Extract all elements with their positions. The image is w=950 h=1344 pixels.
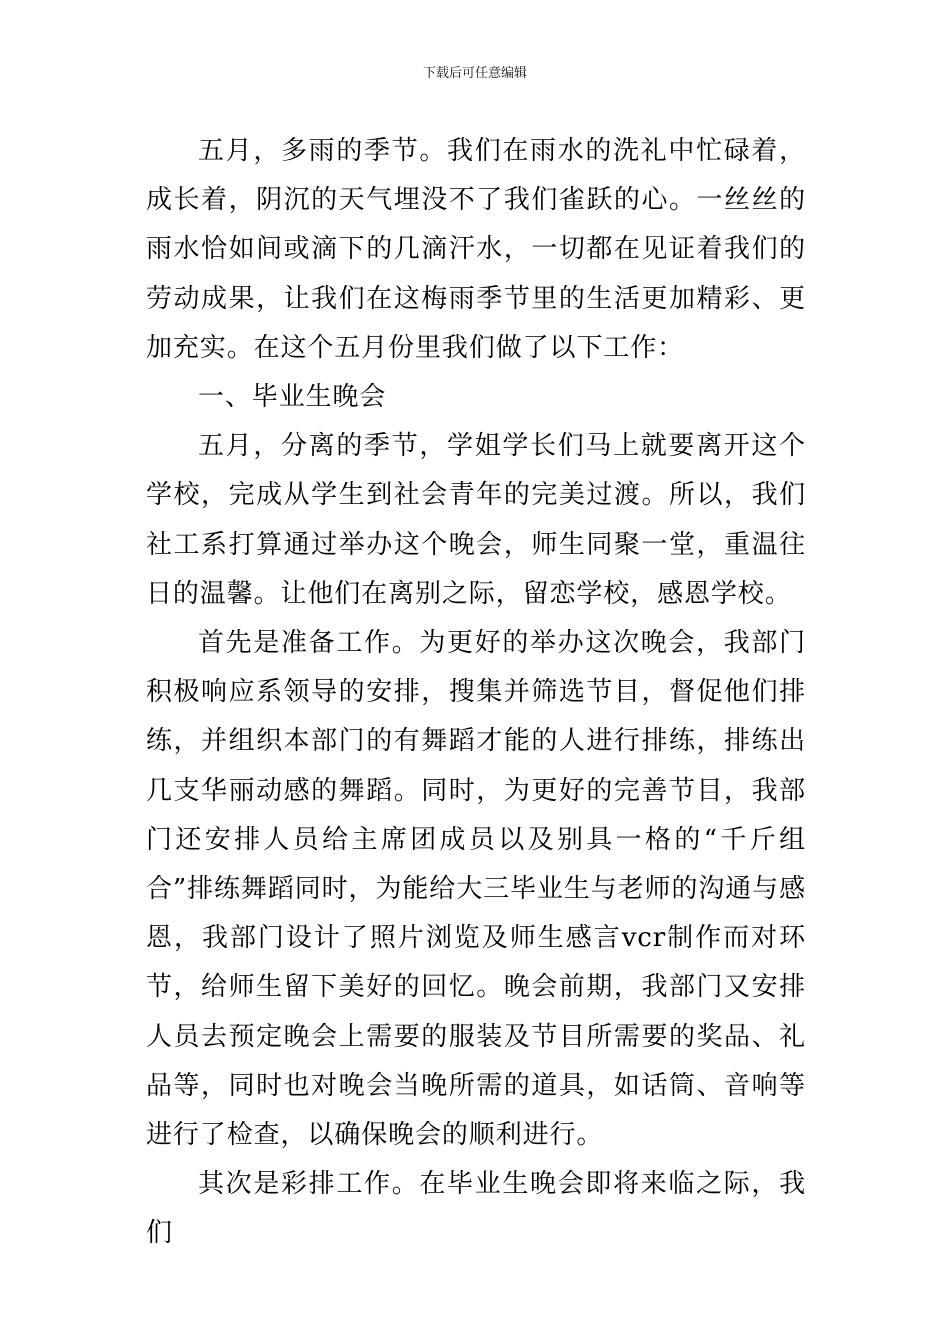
paragraph-intro: 五月，多雨的季节。我们在雨水的洗礼中忙碌着，成长着，阴沉的天气埋没不了我们雀跃的心。一丝丝的雨水恰如间或滴下的几滴汗水，一切都在见证着我们的劳动成果，让我们在这梅雨季节里的生活更加精彩、更加充实。在这个五月份里我们做了以下工作：: [146, 136, 806, 363]
page-header: 下载后可任意编辑: [422, 66, 527, 81]
paragraph-preparation: 首先是准备工作。为更好的举办这次晚会，我部门积极响应系领导的安排，搜集并筛选节目，督促他们排练，并组织本部门的有舞蹈才能的人进行排练，排练出几支华丽动感的舞蹈。同时，为更好的完善节目，我部门还安排人员给主席团成员以及别具一格的“千斤组合”排练舞蹈同时，为能给大三毕业生与老师的沟通与感恩，我部门设计了照片浏览及师生感言vcr制作而对环节，给师生留下美好的回忆。晚会前期，我部门又安排人员去预定晚会上需要的服装及节目所需要的奖品、礼品等，同时也对晚会当晚所需的道具，如话筒、音响等进行了检查，以确保晚会的顺利进行。: [146, 628, 806, 1151]
section-heading-graduate-party: 一、毕业生晚会: [198, 382, 387, 413]
document-body: [146, 127, 806, 1259]
paragraph-party-purpose: 五月，分离的季节，学姐学长们马上就要离开这个学校，完成从学生到社会青年的完美过渡。所以，我们社工系打算通过举办这个晚会，师生同聚一堂，重温往日的温馨。让他们在离别之际，留恋学校，感恩学校。: [146, 431, 806, 609]
paragraph-rehearsal: 其次是彩排工作。在毕业生晚会即将来临之际，我们: [146, 1169, 806, 1249]
